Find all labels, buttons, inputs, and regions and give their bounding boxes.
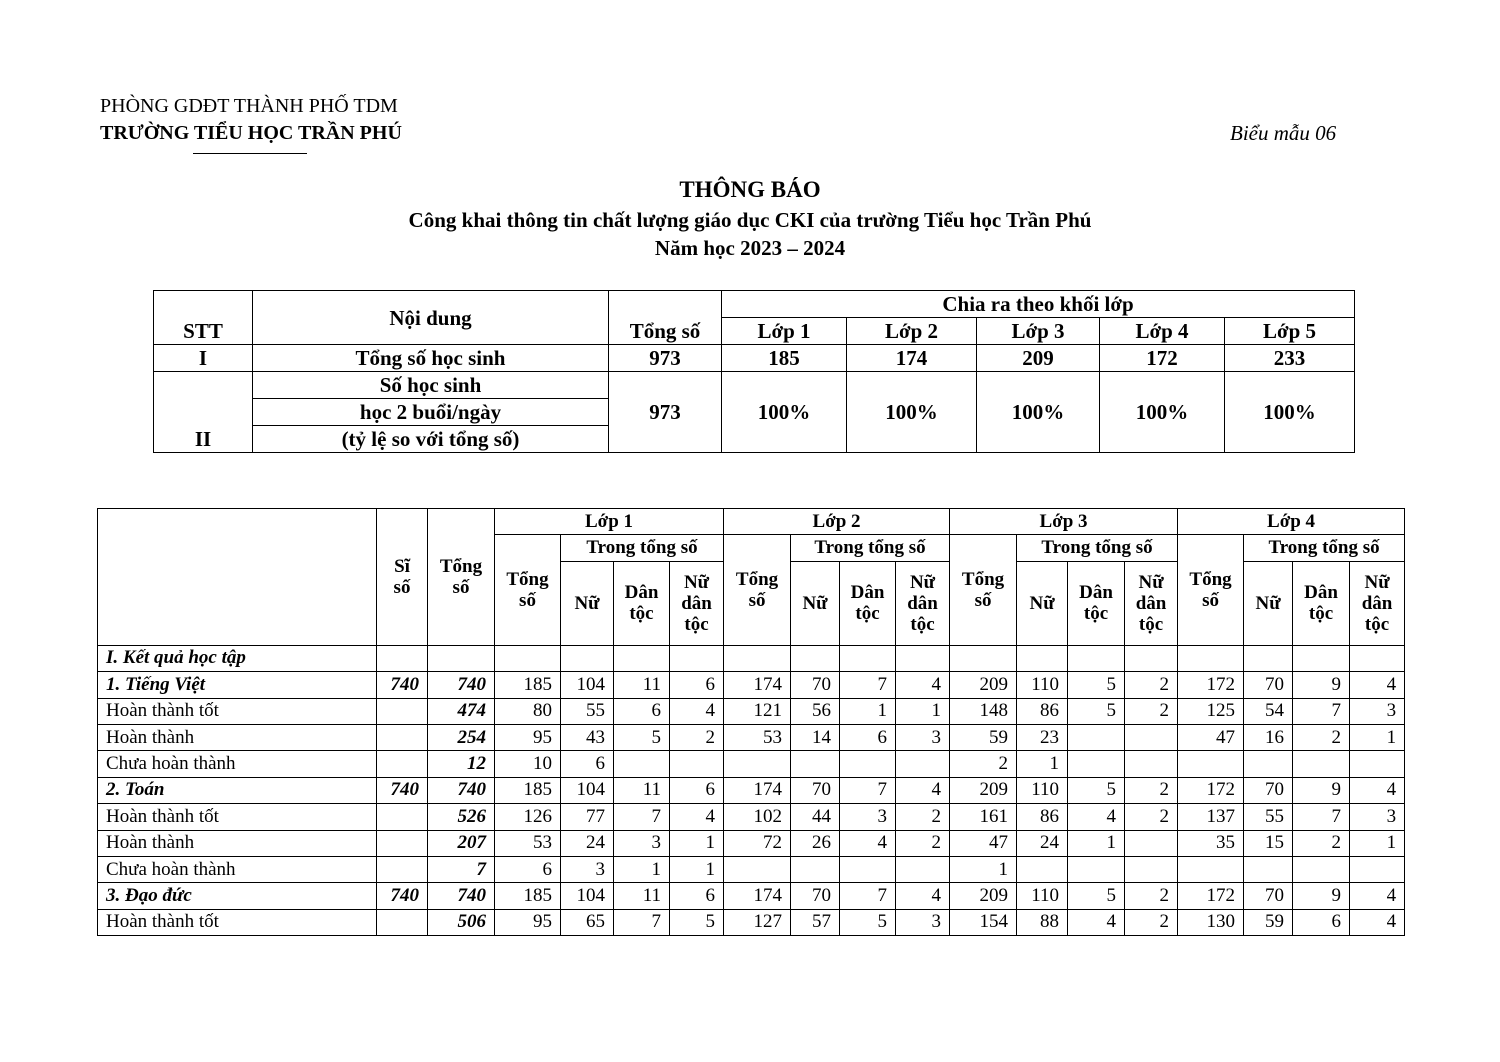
table-cell: 70 [1244, 883, 1293, 909]
table-cell: 44 [791, 804, 840, 830]
table-cell: 7 [614, 909, 670, 935]
table-cell: 104 [561, 777, 614, 803]
table-cell: 1 [950, 856, 1017, 882]
table-cell: 3 [896, 909, 950, 935]
table-cell: 35 [1178, 830, 1244, 856]
results-header-grade: Lớp 1 [495, 509, 724, 535]
table-cell: 3 [840, 804, 896, 830]
table-cell: 174 [724, 883, 791, 909]
table-cell: 1 [614, 856, 670, 882]
table-cell [840, 751, 896, 777]
table-cell: 1 [896, 698, 950, 724]
table-cell [1244, 645, 1293, 671]
table-cell: 102 [724, 804, 791, 830]
table-cell: 2 [1125, 909, 1178, 935]
summary-header-grade: Lớp 3 [977, 318, 1100, 345]
result-label: Hoàn thành [98, 830, 377, 856]
table-cell: 2 [1125, 777, 1178, 803]
table-cell [1178, 645, 1244, 671]
table-cell: 2 [950, 751, 1017, 777]
table-cell: 53 [495, 830, 561, 856]
table-cell [614, 645, 670, 671]
table-cell: 24 [1017, 830, 1068, 856]
subject-row [98, 883, 1405, 909]
table-cell: 70 [791, 672, 840, 698]
summary-cell: 100% [977, 372, 1100, 453]
summary-header-grade: Lớp 1 [722, 318, 847, 345]
table-cell: 24 [561, 830, 614, 856]
table-cell [791, 856, 840, 882]
table-cell: 9 [1293, 883, 1350, 909]
table-cell: 70 [1244, 777, 1293, 803]
results-header-female: Nữ [1017, 561, 1068, 645]
table-cell: 2 [1293, 830, 1350, 856]
results-corner-cell [98, 509, 377, 646]
table-cell [1125, 724, 1178, 750]
table-cell [1350, 856, 1405, 882]
table-cell [950, 645, 1017, 671]
summary-header-group: Chia ra theo khối lớp [722, 291, 1355, 318]
table-cell: 172 [1178, 777, 1244, 803]
result-row [98, 830, 1405, 856]
result-label: Hoàn thành tốt [98, 909, 377, 935]
summary-cell: 209 [977, 345, 1100, 372]
school-year: Năm học 2023 – 2024 [654, 236, 846, 260]
form-number: Biểu mẫu 06 [1230, 121, 1337, 145]
table-cell: 80 [495, 698, 561, 724]
summary-cell: 172 [1100, 345, 1225, 372]
table-cell: 95 [495, 909, 561, 935]
summary-cell: (tỷ lệ so với tổng số) [253, 426, 609, 453]
table-cell [561, 645, 614, 671]
results-header-grade: Lớp 4 [1178, 509, 1405, 535]
table-cell: 11 [614, 672, 670, 698]
table-cell: 11 [614, 777, 670, 803]
table-cell: 104 [561, 672, 614, 698]
table-cell: 3 [1350, 804, 1405, 830]
table-cell: 4 [670, 698, 724, 724]
table-cell: 15 [1244, 830, 1293, 856]
table-cell: 4 [670, 804, 724, 830]
table-cell [791, 751, 840, 777]
table-cell: 88 [1017, 909, 1068, 935]
summary-cell: học 2 buổi/ngày [253, 399, 609, 426]
section-title: I. Kết quả học tập [98, 645, 377, 671]
table-cell [724, 751, 791, 777]
table-cell [840, 856, 896, 882]
table-cell: 2 [1125, 883, 1178, 909]
table-cell [724, 856, 791, 882]
table-cell [1293, 751, 1350, 777]
table-cell: 11 [614, 883, 670, 909]
table-cell: 4 [896, 672, 950, 698]
table-cell [1178, 856, 1244, 882]
table-cell: 161 [950, 804, 1017, 830]
results-header-grade-total: Tổng số [495, 535, 561, 645]
table-cell: 6 [495, 856, 561, 882]
table-cell [614, 751, 670, 777]
table-cell [428, 645, 495, 671]
table-cell: 47 [950, 830, 1017, 856]
results-header-female-ethnic: Nữ dân tộc [1350, 561, 1405, 645]
table-cell: 5 [840, 909, 896, 935]
table-cell: 185 [495, 672, 561, 698]
table-cell [1068, 645, 1125, 671]
school-name: TRƯỜNG TIỂU HỌC TRẦN PHÚ [100, 122, 402, 144]
table-cell: 3 [1350, 698, 1405, 724]
table-cell [670, 751, 724, 777]
table-cell: 110 [1017, 672, 1068, 698]
table-cell: 16 [1244, 724, 1293, 750]
table-cell: 56 [791, 698, 840, 724]
result-label: Hoàn thành tốt [98, 698, 377, 724]
results-header-grade: Lớp 3 [950, 509, 1178, 535]
results-header-ethnic: Dân tộc [1068, 561, 1125, 645]
si-so-cell: 740 [377, 672, 428, 698]
table-cell [1350, 645, 1405, 671]
table-cell: 4 [896, 777, 950, 803]
table-cell: 6 [614, 698, 670, 724]
table-cell: 104 [561, 883, 614, 909]
table-cell: 4 [1068, 804, 1125, 830]
result-row [98, 804, 1405, 830]
table-cell: 2 [1293, 724, 1350, 750]
table-cell: 1 [1068, 830, 1125, 856]
table-cell: 7 [614, 804, 670, 830]
summary-cell: 973 [609, 345, 722, 372]
results-header-grade-total: Tổng số [724, 535, 791, 645]
table-cell: 2 [670, 724, 724, 750]
table-cell: 1 [1017, 751, 1068, 777]
total-cell: 526 [428, 804, 495, 830]
summary-cell: I [154, 345, 253, 372]
table-cell: 7 [840, 672, 896, 698]
total-cell: 254 [428, 724, 495, 750]
results-header-grade-total: Tổng số [1178, 535, 1244, 645]
summary-row-two-sessions [154, 372, 1355, 399]
table-cell: 86 [1017, 804, 1068, 830]
results-header-grade: Lớp 2 [724, 509, 950, 535]
total-cell: 506 [428, 909, 495, 935]
results-header-female: Nữ [1244, 561, 1293, 645]
table-cell [1125, 751, 1178, 777]
table-cell: 4 [1350, 672, 1405, 698]
table-cell: 172 [1178, 883, 1244, 909]
result-label: Hoàn thành tốt [98, 804, 377, 830]
table-cell: 5 [614, 724, 670, 750]
table-cell: 4 [1350, 909, 1405, 935]
table-cell: 4 [1350, 883, 1405, 909]
table-cell [1125, 830, 1178, 856]
table-cell [1125, 645, 1178, 671]
table-cell: 6 [670, 672, 724, 698]
summary-row-students [154, 345, 1355, 372]
table-cell: 174 [724, 777, 791, 803]
table-cell [495, 645, 561, 671]
table-cell: 47 [1178, 724, 1244, 750]
table-cell: 59 [1244, 909, 1293, 935]
table-cell: 2 [896, 804, 950, 830]
total-cell: 740 [428, 777, 495, 803]
table-cell [791, 645, 840, 671]
summary-header-stt: STT [154, 291, 253, 345]
table-cell: 26 [791, 830, 840, 856]
table-cell: 7 [840, 777, 896, 803]
total-cell: 740 [428, 672, 495, 698]
total-cell: 474 [428, 698, 495, 724]
table-cell [840, 645, 896, 671]
total-cell: 740 [428, 883, 495, 909]
section-row [98, 645, 1405, 671]
summary-header-grade: Lớp 5 [1225, 318, 1355, 345]
si-so-cell [377, 698, 428, 724]
si-so-cell [377, 804, 428, 830]
table-cell: 209 [950, 777, 1017, 803]
summary-cell: Số học sinh [253, 372, 609, 399]
results-header-sub-group: Trong tổng số [791, 535, 950, 561]
table-cell: 127 [724, 909, 791, 935]
document-subtitle: Công khai thông tin chất lượng giáo dục CKI của trường Tiểu học Trần Phú [408, 208, 1092, 232]
summary-cell: 100% [722, 372, 847, 453]
summary-cell: 973 [609, 372, 722, 453]
results-header-female-ethnic: Nữ dân tộc [670, 561, 724, 645]
table-cell: 1 [670, 830, 724, 856]
result-label: Chưa hoàn thành [98, 856, 377, 882]
table-cell: 6 [1293, 909, 1350, 935]
table-cell: 77 [561, 804, 614, 830]
table-cell: 57 [791, 909, 840, 935]
table-cell: 5 [1068, 672, 1125, 698]
table-cell: 53 [724, 724, 791, 750]
si-so-cell: 740 [377, 777, 428, 803]
summary-cell: 233 [1225, 345, 1355, 372]
table-cell: 185 [495, 777, 561, 803]
table-cell: 209 [950, 672, 1017, 698]
table-cell: 1 [840, 698, 896, 724]
results-header-grade-total: Tổng số [950, 535, 1017, 645]
si-so-cell [377, 909, 428, 935]
table-cell: 5 [670, 909, 724, 935]
result-row [98, 751, 1405, 777]
results-table [97, 508, 1405, 936]
table-cell: 5 [1068, 777, 1125, 803]
table-cell: 125 [1178, 698, 1244, 724]
summary-header-total: Tổng số [609, 291, 722, 345]
summary-cell: 185 [722, 345, 847, 372]
subject-row [98, 777, 1405, 803]
results-header-sub-group: Trong tổng số [1244, 535, 1405, 561]
table-cell: 1 [670, 856, 724, 882]
result-row [98, 909, 1405, 935]
table-cell: 55 [561, 698, 614, 724]
table-cell [1068, 751, 1125, 777]
summary-header-content: Nội dung [253, 291, 609, 345]
table-cell: 10 [495, 751, 561, 777]
table-cell [896, 645, 950, 671]
table-cell [670, 645, 724, 671]
table-cell: 7 [840, 883, 896, 909]
table-cell: 55 [1244, 804, 1293, 830]
results-header-female: Nữ [561, 561, 614, 645]
table-cell: 110 [1017, 777, 1068, 803]
table-cell [1350, 751, 1405, 777]
table-cell: 3 [614, 830, 670, 856]
result-label: Hoàn thành [98, 724, 377, 750]
table-cell: 2 [1125, 804, 1178, 830]
results-header-ethnic: Dân tộc [1293, 561, 1350, 645]
total-cell: 207 [428, 830, 495, 856]
results-header-female: Nữ [791, 561, 840, 645]
table-cell: 130 [1178, 909, 1244, 935]
table-cell: 43 [561, 724, 614, 750]
table-cell: 70 [1244, 672, 1293, 698]
results-header-si-so: Sĩ số [377, 509, 428, 646]
table-cell: 5 [1068, 698, 1125, 724]
summary-cell: 100% [1100, 372, 1225, 453]
table-cell: 2 [896, 830, 950, 856]
table-cell: 154 [950, 909, 1017, 935]
table-cell [1017, 856, 1068, 882]
table-cell [1125, 856, 1178, 882]
table-cell: 4 [1068, 909, 1125, 935]
subject-name: 1. Tiếng Việt [98, 672, 377, 698]
table-cell: 7 [1293, 698, 1350, 724]
results-header-ethnic: Dân tộc [840, 561, 896, 645]
table-cell [896, 751, 950, 777]
school-name-underline [193, 153, 307, 154]
result-row [98, 856, 1405, 882]
table-cell: 65 [561, 909, 614, 935]
table-cell: 137 [1178, 804, 1244, 830]
document-title: THÔNG BÁO [679, 177, 821, 202]
table-cell: 126 [495, 804, 561, 830]
results-header-tong-so: Tổng số [428, 509, 495, 646]
results-header-sub-group: Trong tổng số [561, 535, 724, 561]
table-cell: 70 [791, 883, 840, 909]
subject-name: 2. Toán [98, 777, 377, 803]
table-cell: 1 [1350, 724, 1405, 750]
table-cell: 6 [561, 751, 614, 777]
table-cell: 4 [840, 830, 896, 856]
result-row [98, 724, 1405, 750]
table-cell [1293, 645, 1350, 671]
table-cell: 9 [1293, 777, 1350, 803]
table-cell: 4 [1350, 777, 1405, 803]
results-header-sub-group: Trong tổng số [1017, 535, 1178, 561]
si-so-cell [377, 830, 428, 856]
si-so-cell: 740 [377, 883, 428, 909]
table-cell [1068, 856, 1125, 882]
subject-row [98, 672, 1405, 698]
total-cell: 12 [428, 751, 495, 777]
results-header-ethnic: Dân tộc [614, 561, 670, 645]
table-cell: 72 [724, 830, 791, 856]
table-cell: 7 [1293, 804, 1350, 830]
summary-header-grade: Lớp 4 [1100, 318, 1225, 345]
results-header-female-ethnic: Nữ dân tộc [896, 561, 950, 645]
table-cell [1244, 751, 1293, 777]
department-name: PHÒNG GDĐT THÀNH PHỐ TDM [100, 95, 398, 117]
table-cell: 86 [1017, 698, 1068, 724]
summary-table [153, 290, 1355, 453]
table-cell: 3 [896, 724, 950, 750]
results-header-female-ethnic: Nữ dân tộc [1125, 561, 1178, 645]
summary-cell: 100% [847, 372, 977, 453]
result-label: Chưa hoàn thành [98, 751, 377, 777]
table-cell: 14 [791, 724, 840, 750]
table-cell: 174 [724, 672, 791, 698]
summary-cell: Tổng số học sinh [253, 345, 609, 372]
si-so-cell [377, 751, 428, 777]
summary-header-grade: Lớp 2 [847, 318, 977, 345]
table-cell [1017, 645, 1068, 671]
table-cell: 59 [950, 724, 1017, 750]
table-cell: 2 [1125, 698, 1178, 724]
summary-cell: 100% [1225, 372, 1355, 453]
table-cell: 172 [1178, 672, 1244, 698]
table-cell [1068, 724, 1125, 750]
table-cell [1244, 856, 1293, 882]
table-cell: 54 [1244, 698, 1293, 724]
table-cell: 4 [896, 883, 950, 909]
table-cell: 9 [1293, 672, 1350, 698]
table-cell: 95 [495, 724, 561, 750]
table-cell: 148 [950, 698, 1017, 724]
summary-cell: 174 [847, 345, 977, 372]
si-so-cell [377, 856, 428, 882]
table-cell: 23 [1017, 724, 1068, 750]
table-cell: 3 [561, 856, 614, 882]
table-cell: 121 [724, 698, 791, 724]
table-cell: 185 [495, 883, 561, 909]
table-cell: 2 [1125, 672, 1178, 698]
table-cell: 6 [670, 777, 724, 803]
table-cell: 5 [1068, 883, 1125, 909]
table-cell: 209 [950, 883, 1017, 909]
table-cell: 6 [840, 724, 896, 750]
table-cell [724, 645, 791, 671]
total-cell: 7 [428, 856, 495, 882]
table-cell: 110 [1017, 883, 1068, 909]
summary-cell: II [154, 372, 253, 453]
table-cell: 6 [670, 883, 724, 909]
si-so-cell [377, 724, 428, 750]
result-row [98, 698, 1405, 724]
table-cell: 1 [1350, 830, 1405, 856]
table-cell: 70 [791, 777, 840, 803]
table-cell [1293, 856, 1350, 882]
table-cell [896, 856, 950, 882]
table-cell [377, 645, 428, 671]
table-cell [1178, 751, 1244, 777]
subject-name: 3. Đạo đức [98, 883, 377, 909]
